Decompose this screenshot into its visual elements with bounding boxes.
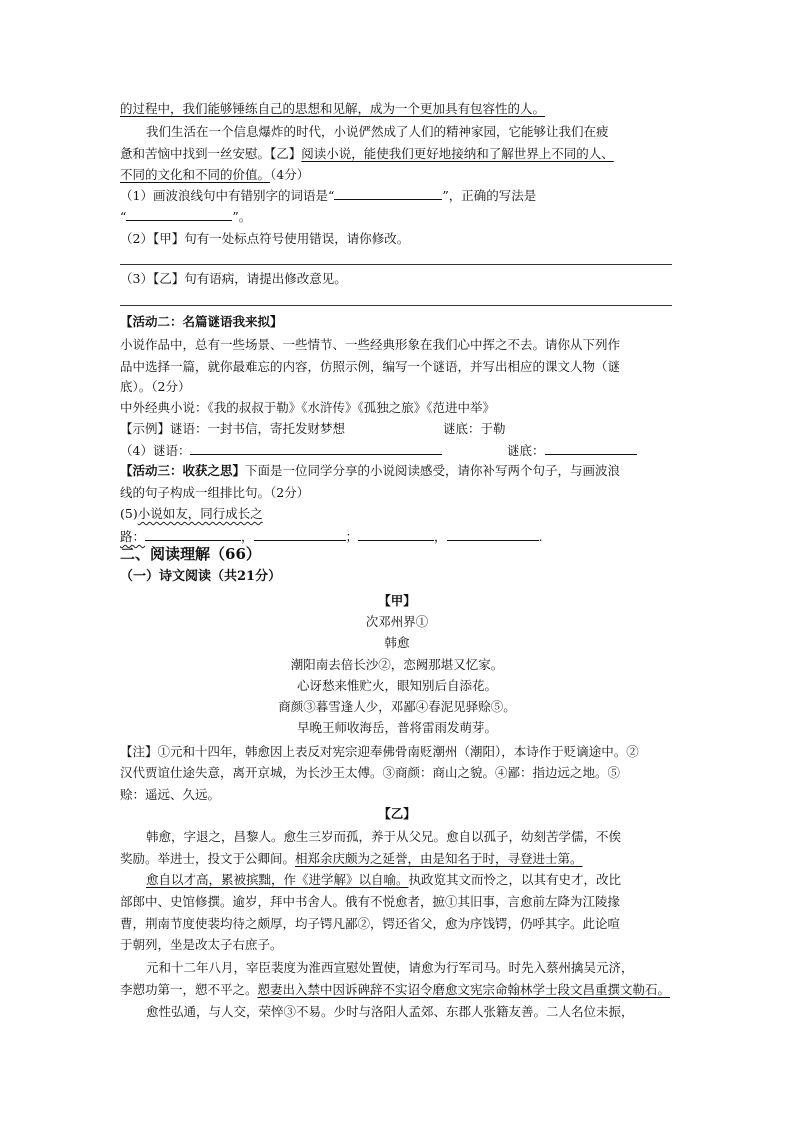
answer-blank[interactable]	[254, 528, 346, 541]
text-line: 我们生活在一个信息爆炸的时代，小说俨然成了人们的精神家园，它能够让我们在疲	[146, 124, 609, 139]
text-span: 李愬功第一，愬不平之。	[120, 982, 258, 997]
text-line: 小说作品中，总有一些场景、一些情节、一些经典形象在我们心中挥之不去。请你从下列作	[120, 337, 621, 352]
text-line	[146, 872, 621, 888]
activity-3	[120, 463, 620, 479]
text-span: 执政览其文而怜之，以其有史才，改比	[408, 872, 622, 887]
punct: ，	[434, 529, 447, 544]
label-jia: 【甲】	[378, 593, 416, 608]
text-line	[120, 982, 670, 998]
label-yi: 【乙】	[378, 806, 416, 821]
text-line	[120, 146, 614, 162]
underlined-sentence: 愈自以才高，累被摈黜，作《进学解》以自喻。	[146, 872, 409, 887]
poem-line: 心讶愁来惟贮火，眼知别后自添花。	[296, 678, 497, 693]
note-line: 【注】①元和十四年，韩愈因上表反对宪宗迎奉佛骨南贬潮州（潮阳），本诗作于贬谪途中。②	[120, 744, 639, 759]
answer-blank[interactable]	[545, 442, 637, 455]
text-span: 奖励。举进士，投文于公卿间。	[120, 851, 296, 866]
poem-line: 商颜③暮雪逢人少，邓鄙④春泥见驿赊⑤。	[278, 699, 516, 714]
text-line: 于朝列，坐是改太子右庶子。	[120, 937, 283, 952]
question-4	[120, 442, 442, 459]
answer-blank[interactable]	[358, 528, 434, 541]
novel-list: 中外经典小说：《我的叔叔于勒》《水浒传》《孤独之旅》《范进中举》	[120, 400, 496, 415]
answer-blank[interactable]	[334, 187, 442, 200]
question-2: （2）【甲】句有一处标点符号使用错误，请你修改。	[120, 231, 410, 246]
example-answer: 谜底：于勒	[443, 421, 506, 436]
poem-author: 韩愈	[384, 635, 410, 650]
note-line: 汉代贾谊仕途失意，离开京城，为长沙王太傅。③商颜：商山之貌。④鄙：指边远之地。⑤	[120, 765, 621, 780]
answer-line[interactable]	[120, 305, 672, 306]
punct: .	[538, 529, 543, 544]
activity-3-heading: 【活动三：收获之思】	[120, 463, 246, 478]
question-1-cont	[120, 208, 251, 225]
text-line: 部郎中、史馆修撰。逾岁，拜中书舍人。俄有不悦愈者，摭①其旧事，言愈前左降为江陵掾	[120, 894, 621, 909]
section-2-heading: 二、阅读理解（66）	[120, 545, 261, 563]
wavy-sentence-end: 路：	[120, 529, 146, 544]
text-span: （4）谜语：	[120, 443, 191, 458]
question-1	[120, 187, 536, 204]
punct: ；	[345, 529, 359, 544]
underlined-sentence: 相郑余庆颇为之延誉，由是知名于时，寻登进士第。	[295, 851, 583, 866]
text-span: 谜底：	[507, 443, 545, 458]
text-line: 品中选择一篇，就你最难忘的内容，仿照示例，编写一个谜语，并写出相应的课文人物（谜	[120, 359, 621, 374]
poem-line: 早晚王师收海岳，普将雷雨发萌芽。	[296, 720, 497, 735]
note-line: 赊：遥远、久远。	[120, 787, 221, 802]
poem-line: 潮阳南去倍长沙②，恋阙那堪又忆家。	[290, 657, 504, 672]
text-line: 曹，荆南节度使裴均待之颇厚，均子锷凡鄙②，锷还省父，愈为序饯锷，仍呼其字。此论喧	[120, 916, 621, 931]
question-5-blanks	[120, 528, 543, 545]
question-5	[120, 506, 263, 522]
points: （4分）	[270, 167, 310, 182]
poem-title: 次邓州界①	[365, 614, 429, 629]
text-span: （1）画波浪线句中有错别字的词语是“	[120, 188, 335, 203]
underlined-sentence: 愬妻出入禁中因诉碑辞不实诏令磨愈文宪宗命翰林学士段文昌重撰文勒石。	[257, 982, 671, 997]
text-line: 元和十二年八月，宰臣裴度为淮西宣慰处置使，请愈为行军司马。时先入蔡州擒吴元济，	[146, 960, 634, 975]
text-line	[120, 101, 545, 117]
text-span: (5)	[120, 506, 138, 521]
underlined-sentence: 的过程中，我们能够锤练自己的思想和见解，成为一个更加具有包容性的人。	[120, 101, 546, 116]
underlined-sentence-yi-end: 不同的文化和不同的价值。	[120, 167, 271, 182]
text-line	[120, 851, 583, 867]
answer-blank[interactable]	[145, 528, 241, 541]
wavy-sentence: 小说如友，同行成长之	[137, 506, 263, 521]
example-riddle: 【示例】谜语：一封书信，寄托发财梦想	[120, 421, 346, 436]
text-span: 惫和苦恼中找到一丝安慰。【乙】	[120, 146, 302, 161]
text-line	[120, 167, 309, 183]
activity-2-heading: 【活动二：名篇谜语我来拟】	[120, 314, 283, 329]
text-line: 线的句子构成一组排比句。（2分）	[120, 485, 310, 500]
text-line: 韩愈，字退之，昌黎人。愈生三岁而孤，养于从父兄。愈自以孤子，幼刻苦学儒，不俟	[146, 829, 622, 844]
subsection-heading: （一）诗文阅读（共21分）	[120, 569, 282, 584]
underlined-sentence-yi: 阅读小说，能使我们更好地接纳和了解世界上不同的人、	[301, 146, 614, 161]
answer-blank[interactable]	[447, 528, 539, 541]
text-line: 愈性弘通，与人交，荣悴③不易。少时与洛阳人孟郊、东郡人张籍友善。二人名位未振，	[146, 1004, 634, 1019]
text-line: 底）。（2分）	[120, 379, 191, 394]
answer-blank[interactable]	[126, 208, 232, 221]
riddle-blank[interactable]	[190, 442, 442, 455]
text-span: ”，正确的写法是	[442, 188, 537, 203]
question-3: （3）【乙】句有语病，请提出修改意见。	[120, 271, 347, 286]
text-span: “	[120, 209, 127, 224]
answer-line[interactable]	[120, 264, 672, 265]
question-4-answer	[507, 442, 637, 459]
text-span: 下面是一位同学分享的小说阅读感受，请你补写两个句子，与画波浪	[245, 463, 621, 478]
text-span: ”。	[232, 209, 252, 224]
punct: ，	[241, 529, 254, 544]
